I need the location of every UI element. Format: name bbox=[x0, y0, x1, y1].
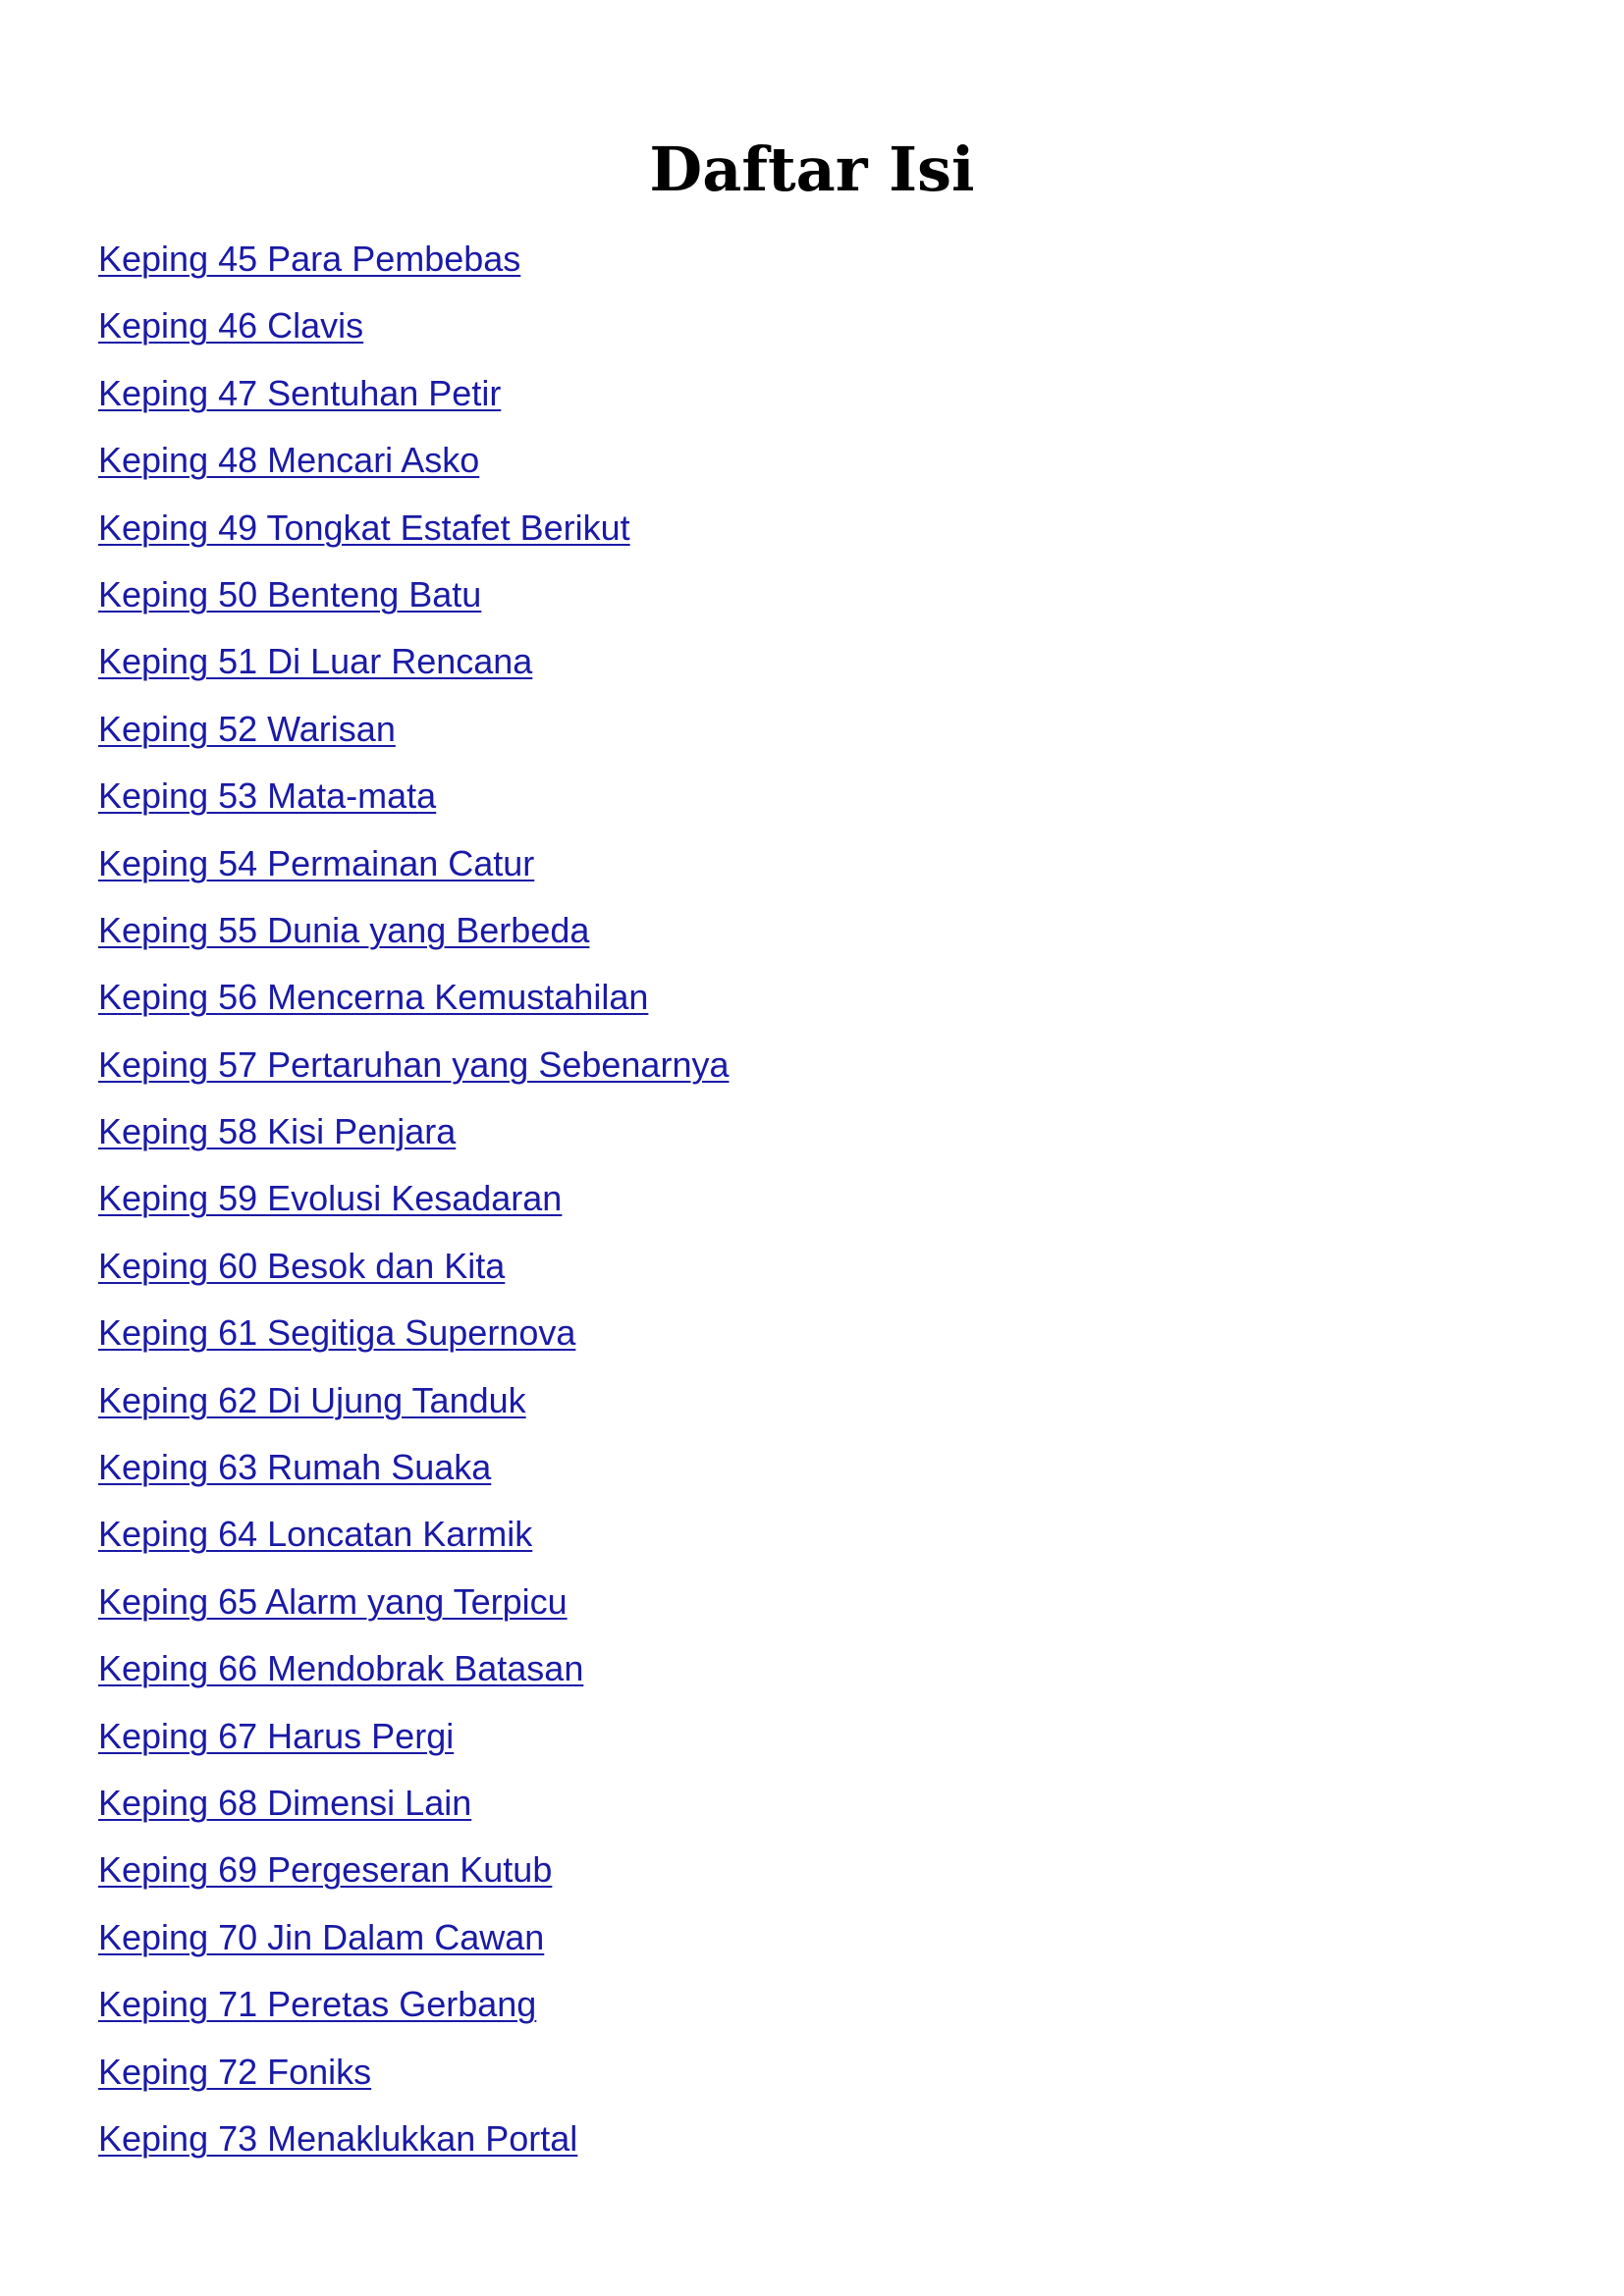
toc-item bbox=[98, 433, 729, 500]
toc-link[interactable]: Keping 57 Pertaruhan yang Sebenarnya bbox=[98, 1043, 730, 1085]
toc-item bbox=[98, 1842, 729, 1909]
toc-link[interactable]: Keping 73 Menaklukkan Portal bbox=[98, 2117, 578, 2159]
toc-link[interactable]: Keping 55 Dunia yang Berbeda bbox=[98, 909, 590, 950]
toc-item bbox=[98, 1507, 729, 1574]
toc-link[interactable]: Keping 66 Mendobrak Batasan bbox=[98, 1648, 584, 1689]
toc-item bbox=[98, 1776, 729, 1842]
toc-link[interactable]: Keping 64 Loncatan Karmik bbox=[98, 1514, 533, 1555]
toc-link[interactable]: Keping 58 Kisi Penjara bbox=[98, 1111, 457, 1152]
toc-item bbox=[98, 567, 729, 634]
toc-item bbox=[98, 1373, 729, 1440]
toc-item bbox=[98, 1306, 729, 1372]
toc-item bbox=[98, 1641, 729, 1708]
toc-item bbox=[98, 1171, 729, 1238]
toc-item bbox=[98, 1709, 729, 1776]
toc-item bbox=[98, 702, 729, 769]
toc-item bbox=[98, 903, 729, 970]
toc-link[interactable]: Keping 63 Rumah Suaka bbox=[98, 1447, 492, 1488]
toc-link[interactable]: Keping 50 Benteng Batu bbox=[98, 573, 482, 614]
toc-item bbox=[98, 769, 729, 835]
toc-item bbox=[98, 232, 729, 298]
toc-item bbox=[98, 1977, 729, 2044]
toc-link[interactable]: Keping 59 Evolusi Kesadaran bbox=[98, 1178, 563, 1219]
toc-item bbox=[98, 836, 729, 903]
toc-link[interactable]: Keping 48 Mencari Asko bbox=[98, 440, 480, 481]
toc-item bbox=[98, 1038, 729, 1104]
toc-link[interactable]: Keping 70 Jin Dalam Cawan bbox=[98, 1916, 545, 1957]
toc-item bbox=[98, 1575, 729, 1641]
table-of-contents bbox=[98, 232, 729, 2178]
toc-link[interactable]: Keping 65 Alarm yang Terpicu bbox=[98, 1580, 568, 1622]
toc-link[interactable]: Keping 56 Mencerna Kemustahilan bbox=[98, 977, 649, 1018]
toc-item bbox=[98, 1910, 729, 1977]
toc-link[interactable]: Keping 72 Foniks bbox=[98, 2051, 372, 2092]
toc-item bbox=[98, 2045, 729, 2111]
toc-link[interactable]: Keping 62 Di Ujung Tanduk bbox=[98, 1379, 526, 1420]
toc-link[interactable]: Keping 52 Warisan bbox=[98, 708, 396, 749]
toc-link[interactable]: Keping 68 Dimensi Lain bbox=[98, 1782, 472, 1823]
toc-item bbox=[98, 970, 729, 1037]
toc-link[interactable]: Keping 47 Sentuhan Petir bbox=[98, 372, 502, 413]
toc-item bbox=[98, 501, 729, 567]
toc-link[interactable]: Keping 61 Segitiga Supernova bbox=[98, 1312, 576, 1354]
toc-item bbox=[98, 366, 729, 433]
toc-link[interactable]: Keping 46 Clavis bbox=[98, 305, 364, 347]
toc-item bbox=[98, 1239, 729, 1306]
toc-link[interactable]: Keping 54 Permainan Catur bbox=[98, 842, 535, 883]
toc-item bbox=[98, 634, 729, 701]
toc-item bbox=[98, 298, 729, 365]
toc-link[interactable]: Keping 67 Harus Pergi bbox=[98, 1715, 455, 1756]
toc-link[interactable]: Keping 49 Tongkat Estafet Berikut bbox=[98, 507, 630, 548]
toc-link[interactable]: Keping 53 Mata-mata bbox=[98, 775, 437, 817]
toc-link[interactable]: Keping 51 Di Luar Rencana bbox=[98, 641, 533, 682]
toc-item bbox=[98, 1440, 729, 1507]
toc-item bbox=[98, 2111, 729, 2178]
toc-link[interactable]: Keping 60 Besok dan Kita bbox=[98, 1245, 506, 1286]
page-title: Daftar Isi bbox=[649, 133, 975, 205]
toc-item bbox=[98, 1104, 729, 1171]
toc-link[interactable]: Keping 45 Para Pembebas bbox=[98, 239, 521, 279]
toc-link[interactable]: Keping 71 Peretas Gerbang bbox=[98, 1984, 537, 2025]
toc-link[interactable]: Keping 69 Pergeseran Kutub bbox=[98, 1849, 553, 1891]
